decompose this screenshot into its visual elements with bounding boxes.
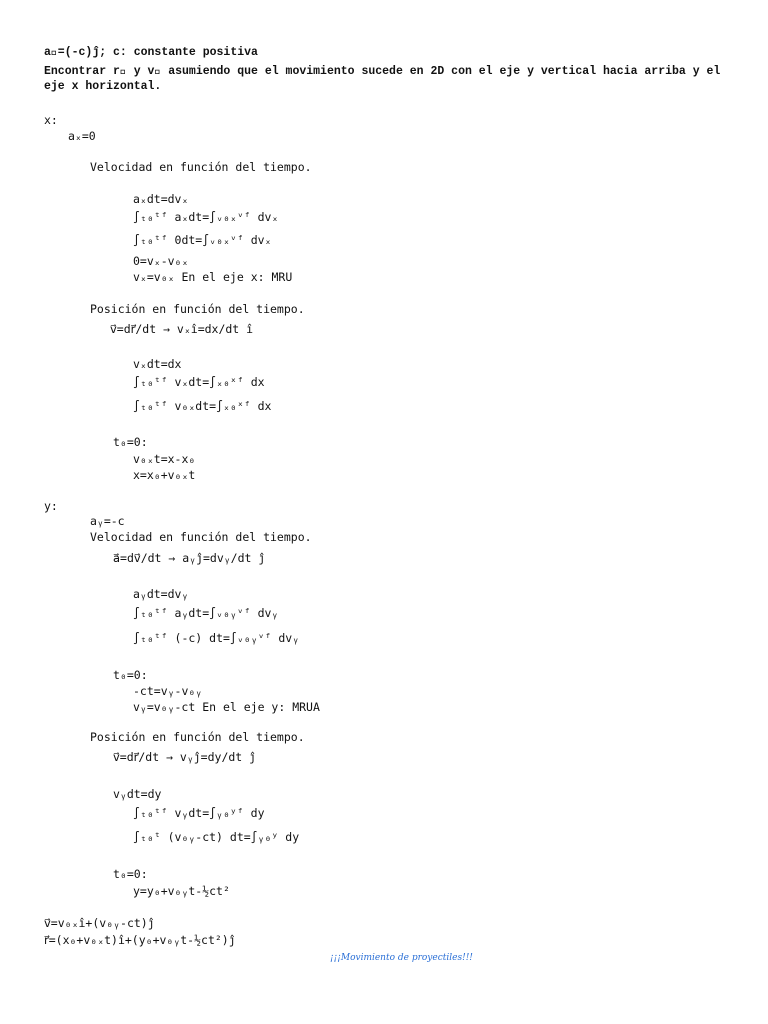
x-accel: aₓ=0 — [68, 129, 96, 143]
y-pos-title: Posición en función del tiempo. — [90, 730, 305, 744]
y-t0b: t₀=0: — [113, 867, 148, 881]
y-pos-line: ∫ₜ₀ᵗᶠ vᵧdt=∫ᵧ₀ʸᶠ dy — [133, 806, 265, 820]
x-vel-title: Velocidad en función del tiempo. — [90, 160, 312, 174]
header-line-2: Encontrar r⃗ y v⃗ asumiendo que el movimiento sucede en 2D con el eje y vertical hacia arriba y el — [44, 65, 721, 78]
y-t0-line: -ct=vᵧ-v₀ᵧ — [133, 684, 203, 698]
y-vel-line: aᵧdt=dvᵧ — [133, 587, 189, 601]
x-pos-line: ∫ₜ₀ᵗᶠ v₀ₓdt=∫ₓ₀ˣᶠ dx — [133, 399, 272, 413]
final-velocity: v⃗=v₀ₓî+(v₀ᵧ-ct)ĵ — [44, 916, 155, 930]
x-vel-line: 0=vₓ-v₀ₓ — [133, 254, 189, 268]
x-vel-line: ∫ₜ₀ᵗᶠ aₓdt=∫ᵥ₀ₓᵛᶠ dvₓ — [133, 210, 279, 224]
x-t0-line: x=x₀+v₀ₓt — [133, 468, 196, 482]
x-label: x: — [44, 113, 58, 127]
x-t0-line: v₀ₓt=x-x₀ — [133, 452, 196, 466]
x-pos-line: ∫ₜ₀ᵗᶠ vₓdt=∫ₓ₀ˣᶠ dx — [133, 375, 265, 389]
y-pos-def: v⃗=dr⃗/dt → vᵧĵ=dy/dt ĵ — [113, 750, 257, 764]
x-pos-def: v⃗=dr⃗/dt → vₓî=dx/dt î — [110, 322, 254, 336]
x-t0: t₀=0: — [113, 435, 148, 449]
y-vel-title: Velocidad en función del tiempo. — [90, 530, 312, 544]
y-vel-line: ∫ₜ₀ᵗᶠ (-c) dt=∫ᵥ₀ᵧᵛᶠ dvᵧ — [133, 631, 300, 645]
y-vel-line: ∫ₜ₀ᵗᶠ aᵧdt=∫ᵥ₀ᵧᵛᶠ dvᵧ — [133, 606, 279, 620]
watermark: ¡¡¡Movimiento de proyectiles!!! — [330, 953, 473, 963]
x-pos-title: Posición en función del tiempo. — [90, 302, 305, 316]
y-t0: t₀=0: — [113, 668, 148, 682]
y-vel-def: a⃗=dv⃗/dt → aᵧĵ=dvᵧ/dt ĵ — [113, 551, 266, 565]
header-line-1: a⃗=(-c)ĵ; c: constante positiva — [44, 46, 258, 59]
y-pos-line: vᵧdt=dy — [113, 787, 162, 801]
y-pos-line: ∫ₜ₀ᵗ (v₀ᵧ-ct) dt=∫ᵧ₀ʸ dy — [133, 830, 300, 844]
y-t0-line: vᵧ=v₀ᵧ-ct En el eje y: MRUA — [133, 700, 320, 714]
x-pos-line: vₓdt=dx — [133, 357, 182, 371]
x-vel-line: vₓ=v₀ₓ En el eje x: MRU — [133, 270, 293, 284]
final-position: r⃗=(x₀+v₀ₓt)î+(y₀+v₀ᵧt-½ct²)ĵ — [44, 933, 236, 947]
y-label: y: — [44, 499, 58, 513]
x-vel-line: ∫ₜ₀ᵗᶠ 0dt=∫ᵥ₀ₓᵛᶠ dvₓ — [133, 233, 272, 247]
y-t0b-line: y=y₀+v₀ᵧt-½ct² — [133, 884, 230, 898]
header-line-3: eje x horizontal. — [44, 80, 162, 93]
x-vel-line: aₓdt=dvₓ — [133, 192, 189, 206]
y-accel: aᵧ=-c — [90, 514, 125, 528]
